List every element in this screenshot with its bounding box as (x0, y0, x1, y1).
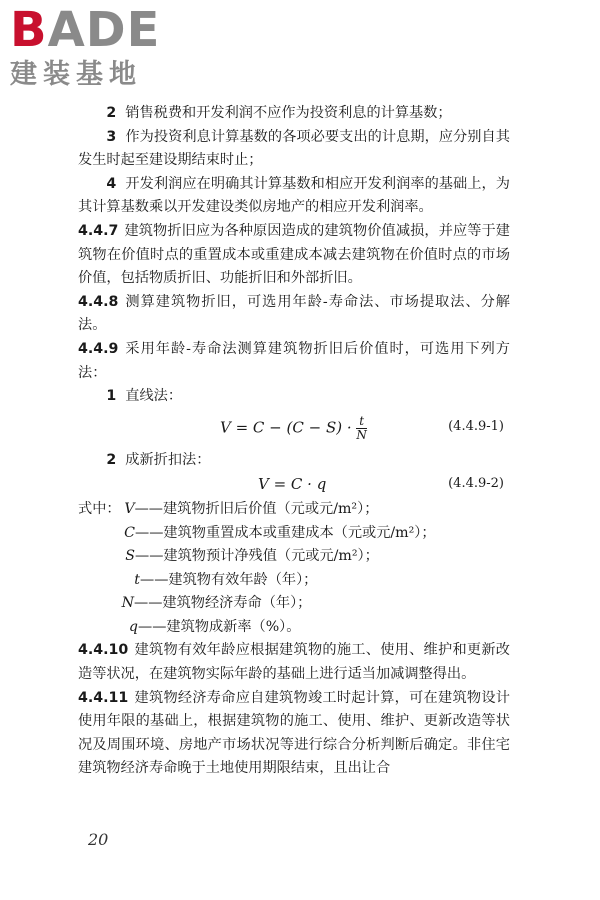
variable-q: q——建筑物成新率（%）。 (128, 618, 301, 635)
variable-definitions (78, 498, 510, 639)
clause-4-4-8: 4.4.8 测算建筑物折旧，可选用年龄-寿命法、市场提取法、分解法。 (78, 293, 510, 334)
item-4: 4 开发利润应在明确其计算基数和相应开发利润率的基础上，为其计算基数乘以开发建设类似房地产的相应开发利润率。 (78, 175, 510, 216)
formula-1 (78, 409, 510, 449)
method-2: 2 成新折扣法： (106, 451, 211, 468)
clause-4-4-9: 4.4.9 采用年龄-寿命法测算建筑物折旧后价值时，可选用下列方法： (78, 340, 510, 381)
clause-4-4-11: 4.4.11 建筑物经济寿命应自建筑物竣工时起计算，可在建筑物设计使用年限的基础上，根据建筑物的施工、使用、维护、更新改造等状况及周围环境、房地产市场状况等进行综合分析判断后确定。非住宅建筑物经济寿命晚于土地使用期限结束，且出让合 (78, 689, 510, 777)
page-number: 20 (88, 830, 109, 849)
document-body (78, 102, 510, 781)
logo-subtitle: 建装基地 (10, 59, 142, 90)
variable-s: S——建筑物预计净残值（元或元/m²）； (125, 548, 379, 565)
clause-4-4-7: 4.4.7 建筑物折旧应为各种原因造成的建筑物价值减损，并应等于建筑物在价值时点的重置成本或重建成本减去建筑物在价值时点的市场价值，包括物质折旧、功能折旧和外部折旧。 (78, 222, 510, 287)
formula-1-expression: $V = C - (C - S) \cdot \frac{t}{N}$ (220, 413, 367, 442)
fraction: $\frac{t}{N}$ (356, 413, 367, 442)
logo-accent-letter: B (10, 2, 48, 58)
equation-number-2: (4.4.9-2) (448, 476, 504, 492)
variable-c: C——建筑物重置成本或重建成本（元或元/m²）； (124, 524, 436, 541)
item-3: 3 作为投资利息计算基数的各项必要支出的计息期，应分别自其发生时起至建设期结束时止； (78, 128, 510, 169)
variable-t: t——建筑物有效年龄（年）； (134, 571, 318, 588)
variable-n: N——建筑物经济寿命（年）； (121, 595, 312, 612)
logo-wordmark (10, 2, 178, 58)
item-2: 2 销售税费和开发利润不应作为投资利息的计算基数； (106, 105, 452, 121)
equation-number-1: (4.4.9-1) (448, 418, 504, 434)
logo-wordmark-rest: ADE (47, 2, 161, 58)
method-1: 1 直线法： (106, 388, 183, 405)
clause-4-4-10: 4.4.10 建筑物有效年龄应根据建筑物的施工、使用、维护和更新改造等状况，在建筑物实际年龄的基础上进行适当加减调整得出。 (78, 642, 510, 682)
formula-2-expression: V = C · q (258, 475, 327, 494)
bade-logo (10, 2, 178, 92)
formula-2 (78, 472, 510, 498)
variable-v: 式中： V——建筑物折旧后价值（元或元/m²）； (78, 501, 379, 518)
